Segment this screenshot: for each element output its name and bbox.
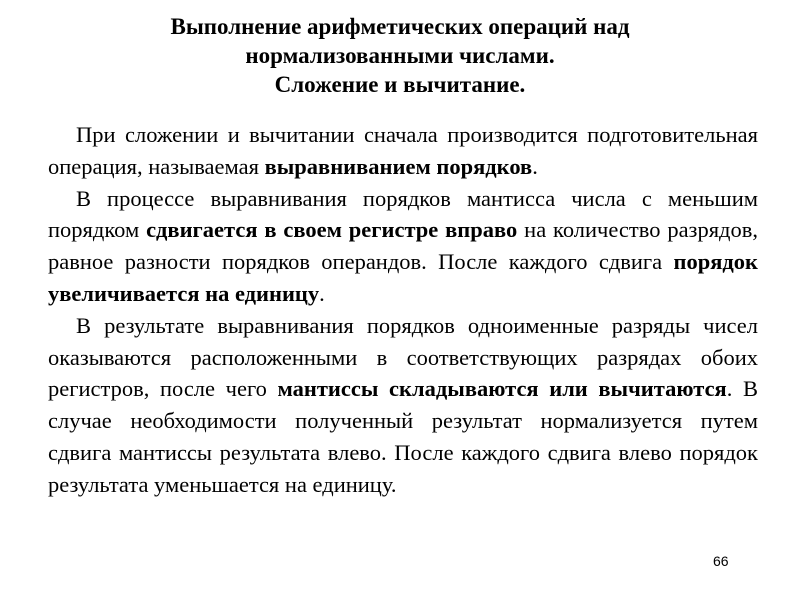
term-exponent-increment: порядок увеличивается на единицу [48,249,758,306]
title-line-2: нормализованными числами. [245,43,555,68]
term-shift-right: сдвигается в своем регистре вправо [146,217,518,243]
text: . В случае необходимости полученный результат нормализуется путем сдвига мантиссы результата влево. После каждого сдвига влево порядок результата уменьшается на единицу. [48,376,758,497]
text: . [319,280,325,306]
term-exponent-alignment: выравниванием порядков [264,153,533,179]
paragraph-result [48,310,758,501]
text: на количество разрядов, равное разности порядков операндов. После каждого сдвига [48,217,758,275]
text: В результате выравнивания порядков одноименные разряды чисел оказываются расположенными в соответствующих разрядах обоих регистров, после чего [48,312,758,402]
page-number: 66 [713,553,729,569]
text: . [532,153,538,179]
text: При сложении и вычитании сначала производится подготовительная операция, называемая [48,122,758,179]
paragraph-shift-process [48,183,758,310]
title-line-1: Выполнение арифметических операций над [170,14,630,39]
title-line-3: Сложение и вычитание. [274,72,526,97]
paragraph-alignment-intro [48,119,758,183]
term-mantissa-add-subtract: мантиссы складываются или вычитаются [277,376,727,402]
slide-body [48,119,758,501]
text: В процессе выравнивания порядков мантисса числа с меньшим порядком [48,185,758,243]
slide-title [0,12,800,99]
